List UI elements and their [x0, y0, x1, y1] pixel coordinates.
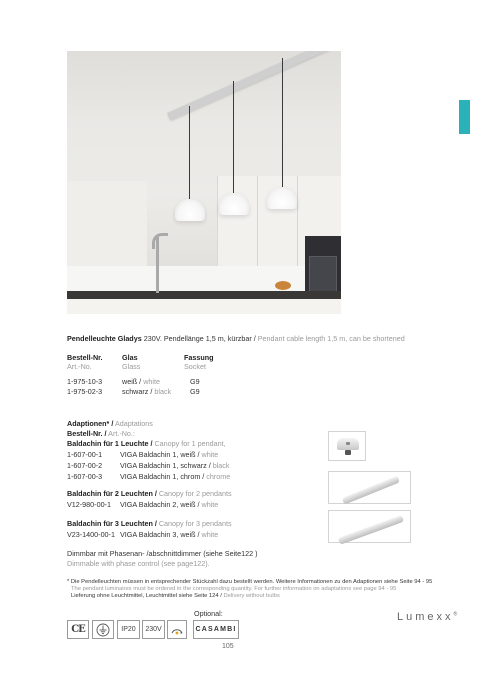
- list-item-desc: VIGA Baldachin 1, schwarz / black: [120, 461, 230, 470]
- list-item-no: 1-607-00-2: [67, 461, 103, 470]
- pendant-shade: [219, 193, 249, 215]
- table-row-socket: G9: [190, 377, 200, 386]
- group-title-canopy-2: Baldachin für 2 Leuchten / Canopy for 2 pendants: [67, 489, 232, 498]
- product-name: Pendelleuchte Gladys: [67, 334, 142, 343]
- product-spec-de: 230V. Pendellänge 1,5 m, kürzbar: [143, 334, 252, 343]
- footnote-de: * Die Pendelleuchten müssen in entsprechender Stückzahl dazu bestellt werden. Weitere Informationen zu den Adaptionen siehe Seite 94 - 95: [67, 579, 433, 585]
- table-row-no: 1-975-10-3: [67, 377, 103, 386]
- page-number: 105: [222, 643, 234, 650]
- footnote-delivery: Lieferung ohne Leuchtmittel, Leuchtmittel siehe Seite 124 / Delivery without bulbs: [71, 593, 280, 599]
- adaptations-heading: Adaptionen* / Adaptations: [67, 419, 153, 428]
- section-tab-marker: [459, 100, 470, 134]
- dimmable-icon: [167, 620, 187, 639]
- canopy-2-image: [328, 471, 411, 504]
- header-glass-en: Glass: [122, 362, 141, 371]
- optional-label: Optional:: [194, 609, 223, 618]
- ip-rating-badge: IP20: [117, 620, 140, 639]
- table-row-socket: G9: [190, 387, 200, 396]
- list-item-desc: VIGA Baldachin 1, weiß / white: [120, 450, 219, 459]
- casambi-badge: CASAMBI: [193, 620, 239, 639]
- pendant-shade: [175, 199, 205, 221]
- brand-logo: Lumexx®: [397, 611, 458, 623]
- list-item-no: 1-607-00-1: [67, 450, 103, 459]
- product-title-line: Pendelleuchte Gladys 230V. Pendellänge 1,5 m, kürzbar / Pendant cable length 1,5 m, can be shortened: [67, 334, 405, 343]
- header-glass: Glas: [122, 353, 138, 362]
- group-title-canopy-3: Baldachin für 3 Leuchten / Canopy for 3 pendants: [67, 519, 232, 528]
- header-socket: Fassung: [184, 353, 214, 362]
- table-row-no: 1-975-02-3: [67, 387, 103, 396]
- ground-symbol-icon: [92, 620, 114, 639]
- header-order-no: Bestell-Nr.: [67, 353, 103, 362]
- list-item-desc: VIGA Baldachin 3, weiß / white: [120, 530, 219, 539]
- product-spec-en: Pendant cable length 1,5 m, can be shortened: [257, 334, 405, 343]
- canopy-3-image: [328, 510, 411, 543]
- ce-mark-icon: CE: [67, 620, 89, 639]
- header-order-no-en: Art.-No.: [67, 362, 92, 371]
- dimmer-note-en: Dimmable with phase control (see page122).: [67, 559, 210, 568]
- table-row-glass: weiß / white: [122, 377, 160, 386]
- canopy-1-image: [328, 431, 366, 461]
- list-item-no: V23-1400-00-1: [67, 530, 115, 539]
- adaptations-order-header: Bestell-Nr. / Art.-No.:: [67, 429, 135, 438]
- dimmer-note-de: Dimmbar mit Phasenan- /abschnittdimmer (siehe Seite122 ): [67, 549, 258, 558]
- list-item-desc: VIGA Baldachin 2, weiß / white: [120, 500, 219, 509]
- footnote-en: The pendant luminaires must be ordered in the corresponding quantity. For further information on adaptations see page 94 - 95: [71, 586, 397, 592]
- product-photo: [67, 51, 341, 314]
- list-item-desc: VIGA Baldachin 1, chrom / chrome: [120, 472, 231, 481]
- list-item-no: 1-607-00-3: [67, 472, 103, 481]
- list-item-no: V12-980-00-1: [67, 500, 111, 509]
- group-title-canopy-1: Baldachin für 1 Leuchte / Canopy for 1 pendant,: [67, 439, 226, 448]
- voltage-badge: 230V: [142, 620, 165, 639]
- header-socket-en: Socket: [184, 362, 206, 371]
- pendant-shade: [267, 187, 297, 209]
- table-row-glass: schwarz / black: [122, 387, 172, 396]
